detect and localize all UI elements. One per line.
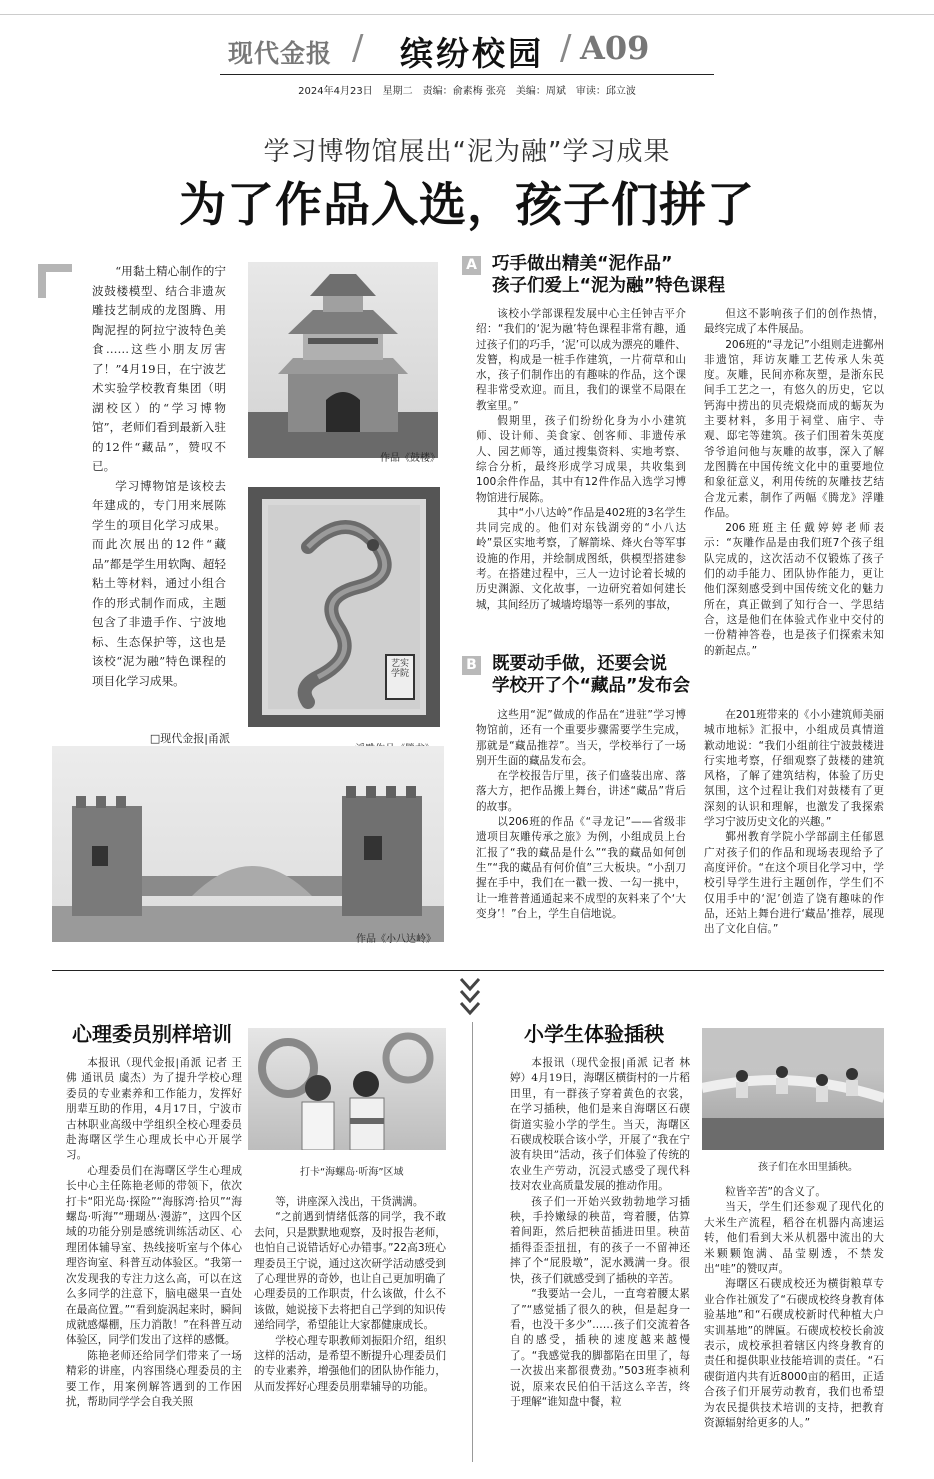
left-story-column-2 (254, 1195, 446, 1395)
paragraph: 本报讯（现代金报|甬派 记者 王佛 通讯员 虞杰）为了提升学校心理委员的专业素养和工作能力，发挥好朋辈互助的作用，4月17日，宁波市古林职业高级中学组织全校心理委员赴海曙区学生心理成长中心开展学习。 (66, 1057, 242, 1162)
section-b-title (492, 653, 690, 697)
article-kicker: 学习博物馆展出“泥为融”学习成果 (263, 137, 671, 167)
photo-caption: 孩子们在水田里插秧。 (758, 1162, 858, 1173)
photo-great-wall (52, 746, 444, 942)
photo-students-seashell (248, 1028, 446, 1150)
paragraph: 海曙区石碶成校还为横街粮草专业合作社颁发了“石碶成校终身教育体验基地”和“石碶成校新时代种植大户实训基地”的牌匾。石碶成校校长俞波表示，成校承担着辖区内终身教育的责任和提供职业技能培训的责任。“石碶街道内共有近8000亩的稻田，正适合孩子们开展劳动教育，我们也希望为农民提供技术培训的支持，把教育资源辐射给更多的人。” (704, 1278, 884, 1430)
paragraph: 鄞州教育学院小学部副主任郁恩广对孩子们的作品和现场表现给予了高度评价。“在这个项目化学习中，学校引导学生进行主题创作，学生们不仅用手中的‘泥’创造了饶有趣味的作品，还站上舞台进行‘藏品’推荐，展现出了文化自信。” (704, 831, 884, 936)
article-headline: 为了作品入选，孩子们拼了 (179, 178, 755, 233)
paragraph: 其中“小八达岭”作品是402班的3名学生共同完成的。他们对东钱湖旁的“小八达岭”景区实地考察，了解箭垛、烽火台等军事设施的作用，并绘制成图纸，供模型搭建参考。在搭建过程中，三人一边讨论着长城的历史渊源、文化故事，一边研究着如何建长城，其间经历了城墙垮塌等一系列的事故， (476, 506, 686, 611)
paragraph: 假期里，孩子们纷纷化身为小小建筑师、设计师、美食家、创客师、非遗传承人、园艺师等，通过搜集资料、实地考察、综合分析，最终形成学习成果，共收集到100余件作品，其中有12件作品入选学习博物馆进行展陈。 (476, 415, 686, 504)
section-a-title (492, 253, 725, 297)
section-badge-a: A (462, 256, 481, 275)
paragraph: 本报讯（现代金报|甬派 记者 林婷）4月19日，海曙区横街村的一片稻田里，有一群孩子穿着黄色的衣裳，在学习插秧，他们是来自海曙区石碶街道实验小学的学生。当天，海曙区石碶成校联合该小学，开展了“我在宁波有块田”活动，孩子们体验了传统的农业生产劳动，沉浸式感受了现代科技对农业高质量发展的推动作用。 (510, 1057, 690, 1193)
photo-caption: 作品《小八达岭》 (356, 934, 436, 945)
paragraph: 当天，学生们还参观了现代化的大米生产流程，稻谷在机器内高速运转，他们看到大米从机器中流出的大米颗颗饱满、晶莹剔透，不禁发出“哇”的赞叹声。 (704, 1201, 884, 1276)
section-a-title-line2: 孩子们爱上“泥为融”特色课程 (492, 276, 726, 296)
quote-corner-icon (38, 264, 72, 298)
right-story-column-2 (704, 1185, 884, 1432)
section-a-title-line1: 巧手做出精美“泥作品” (492, 254, 673, 274)
paragraph: 孩子们一开始兴致勃勃地学习插秧，手拎嫩绿的秧苗，弯着腰，估算着间距，然后把秧苗插进田里。秧苗插得歪歪扭扭，有的孩子一不留神还摔了个“屁股墩”，泥水溅满一身。很快，孩子们就感受到了插秧的辛苦。 (510, 1195, 690, 1285)
photo-caption: 作品《鼓楼》 (380, 453, 440, 464)
section-b-title-line2: 学校开了个“藏品”发布会 (492, 676, 691, 696)
section-badge-b: B (462, 656, 481, 675)
paragraph: “之前遇到情绪低落的同学，我不敢去问，只是默默地观察，及时报告老师，也怕自己说错话好心办错事。”22高3班心理委员王宁说，通过这次研学活动感受到了心理世界的奇妙，也让自己更加明确了心理委员的工作职责，什么该做，什么不该做，她说接下去将把自己学到的知识传递给同学，希望能让大家都健康成长。 (254, 1211, 446, 1332)
photo-caption: 打卡“海螺岛·听海”区域 (300, 1167, 404, 1178)
section-b-title-line1: 既要动手做，还要会说 (492, 654, 667, 674)
section-a-column-1 (476, 307, 686, 613)
paragraph: 在学校报告厅里，孩子们盛装出席、落落大方，把作品搬上舞台，讲述“藏品”背后的故事。 (476, 770, 686, 813)
right-story-title: 小学生体验插秧 (524, 1022, 664, 1046)
paragraph: 这些用“泥”做成的作品在“进驻”学习博物馆前，还有一个重要步骤需要学生完成，那就是“藏品推荐”。当天，学校举行了一场别开生面的藏品发布会。 (476, 709, 686, 767)
paragraph: 粒皆辛苦”的含义了。 (725, 1186, 827, 1198)
section-divider (52, 970, 884, 971)
chevron-down-icon (458, 975, 482, 1017)
photo-dragon-relief (248, 487, 440, 727)
paragraph: “我要站一会儿，一直弯着腰太累了”“感觉插了很久的秧，但是起身一看，也没干多少”……孩子们交流着各自的感受，插秧的速度越来越慢了。“我感觉我的脚都陷在田里了，每一次拔出来都很费劲。”503班李祯利说，原来农民伯伯干活这么辛苦，终于理解“谁知盘中餐，粒 (510, 1288, 690, 1408)
left-story-column-1 (66, 1056, 242, 1410)
rice-field-image (702, 1028, 884, 1150)
paragraph: 陈艳老师还给同学们带来了一场精彩的讲座，内容围绕心理委员的主要工作，用案例解答遇到的工作困扰，帮助同学学会自我关照 (66, 1349, 242, 1408)
section-b-column-1 (476, 708, 686, 922)
left-story-title: 心理委员别样培训 (72, 1022, 232, 1046)
masthead-rule (220, 74, 714, 75)
great-wall-image (52, 746, 444, 942)
drum-tower-image (248, 262, 438, 458)
paragraph: 该校小学部课程发展中心主任钟吉平介绍：“我们的‘泥为融’特色课程非常有趣，通过孩子们的巧手，‘泥’可以成为漂亮的雕件、发簪，构成是一桩手作建筑，一片荷草和山水，孩子们制作出的有趣味的作品，这个课程非常受欢迎。而且，我们的课堂不局限在教室里。” (476, 308, 686, 412)
column-rule (472, 1022, 473, 1462)
photo-rice-planting (702, 1028, 884, 1150)
newspaper-brand: 现代金报 (228, 39, 333, 68)
dateline: 2024年4月23日 星期二 责编：俞素梅 张亮 美编：周斌 审读：邱立波 (298, 86, 636, 97)
masthead-slash: / (352, 28, 364, 68)
stamp-label: 艺实学院 (390, 659, 409, 679)
byline-source: □现代金报|甬派 (149, 732, 230, 745)
lead-paragraph: “用黏土精心制作的宁波鼓楼模型、结合非遗灰雕技艺制成的龙图腾、用陶泥捏的阿拉宁波特色美食……这些小朋友厉害了！”4月19日，在宁波艺术实验学校教育集团（明湖校区）的“学习博物馆”，老师们看到最新入驻的12件“藏品”，赞叹不已。 (92, 264, 226, 473)
masthead-slash: / (560, 28, 572, 68)
paragraph: 学校心理专职教师刘振阳介绍，组织这样的活动，是希望不断提升心理委员们的专业素养，增强他们的团队协作能力，从而发挥好心理委员朋辈辅导的功能。 (254, 1334, 446, 1393)
lead-paragraph: 学习博物馆是该校去年建成的，专门用来展陈学生的项目化学习成果。而此次展出的12件“藏品”都是学生用软陶、超轻粘土等材料，通过小组合作的形式制作而成，主题包含了非遗手作、宁波地标、生态保护等，这也是该校“泥为融”特色课程的项目化学习成果。 (92, 478, 226, 688)
photo-drum-tower (248, 262, 438, 458)
page-number: A09 (580, 29, 650, 67)
paragraph: 等，讲座深入浅出，干货满满。 (275, 1196, 424, 1208)
paragraph: 以206班的作品《“寻龙记”——省级非遗项目灰雕传承之旅》为例，小组成员上台汇报了“我的藏品是什么”“我的藏品如何创生”“我的藏品有何价值”三大板块。“小刮刀握在手中，我们在一戳一拨、一勾一挑中，让一堆普普通通起来不成型的灰料来了个‘大变身’！”台上，学生自信地说。 (476, 816, 686, 920)
paragraph: 在201班带来的《小小建筑师美丽城市地标》汇报中，小组成员真情道歉动地说：“我们小组前往宁波鼓楼进行实地考察，仔细观察了鼓楼的建筑风格，了解了建筑结构，体验了历史氛围，这个过程让我们对鼓楼有了更深刻的认识和理解，也激发了我探索学习宁波历史文化的兴趣。” (704, 709, 884, 829)
dragon-relief-image (248, 487, 440, 727)
students-image (248, 1028, 446, 1150)
section-a-column-2 (704, 307, 884, 659)
top-rule (0, 0, 934, 15)
article-lead (92, 262, 226, 691)
section-b-column-2 (704, 708, 884, 937)
section-title: 缤纷校园 (400, 34, 544, 73)
paragraph: 206班班主任戴婷婷老师表示：“灰雕作品是由我们班7个孩子组队完成的，这次活动不仅锻炼了孩子们的动手能力、团队协作能力，更让他们深刻感受到中国传统文化的魅力所在，真正做到了知行合一、学思结合，这是他们在体验式作业中交付的一份精神答卷，也是孩子们探索未知的新起点。” (704, 522, 884, 657)
paragraph: 心理委员们在海曙区学生心理成长中心主任陈艳老师的带领下，依次打卡“阳光岛·探险”“海豚湾·拾贝”“海螺岛·听海”“珊瑚丛·漫游”，这四个区域的功能分别是感统训练活动区、心理团体辅导室、热线接听室与个体心理咨询室、科普互动体验区。“我第一次发现我的专注力这么高，可以在这么多同学的注意下，脑电磁果一直处在最高位置。”“看到旋涡起来时，瞬间成就感爆棚，压力消散！”在科普互动体验区，同学们发出了这样的感慨。 (66, 1164, 242, 1347)
paragraph: 但这不影响孩子们的创作热情，最终完成了本件展品。 (704, 308, 884, 336)
paragraph: 206班的“寻龙记”小组则走进鄞州非遗馆，拜访灰雕工艺传承人朱英度。灰雕，民间亦称灰塑，是浙东民间手工艺之一，有悠久的历史，它以钙海中捞出的贝壳煅烧而成的蛎灰为主要材料，多用于祠堂、庙宇、寺观、邸宅等建筑。孩子们围着朱英度爷爷追问他与灰雕的故事，深入了解龙图腾在中国传统文化中的重要地位和象征意义，利用传统的灰雕技艺结合龙元素，制作了两幅《腾龙》浮雕作品。 (704, 338, 884, 519)
right-story-column-1 (510, 1056, 690, 1410)
